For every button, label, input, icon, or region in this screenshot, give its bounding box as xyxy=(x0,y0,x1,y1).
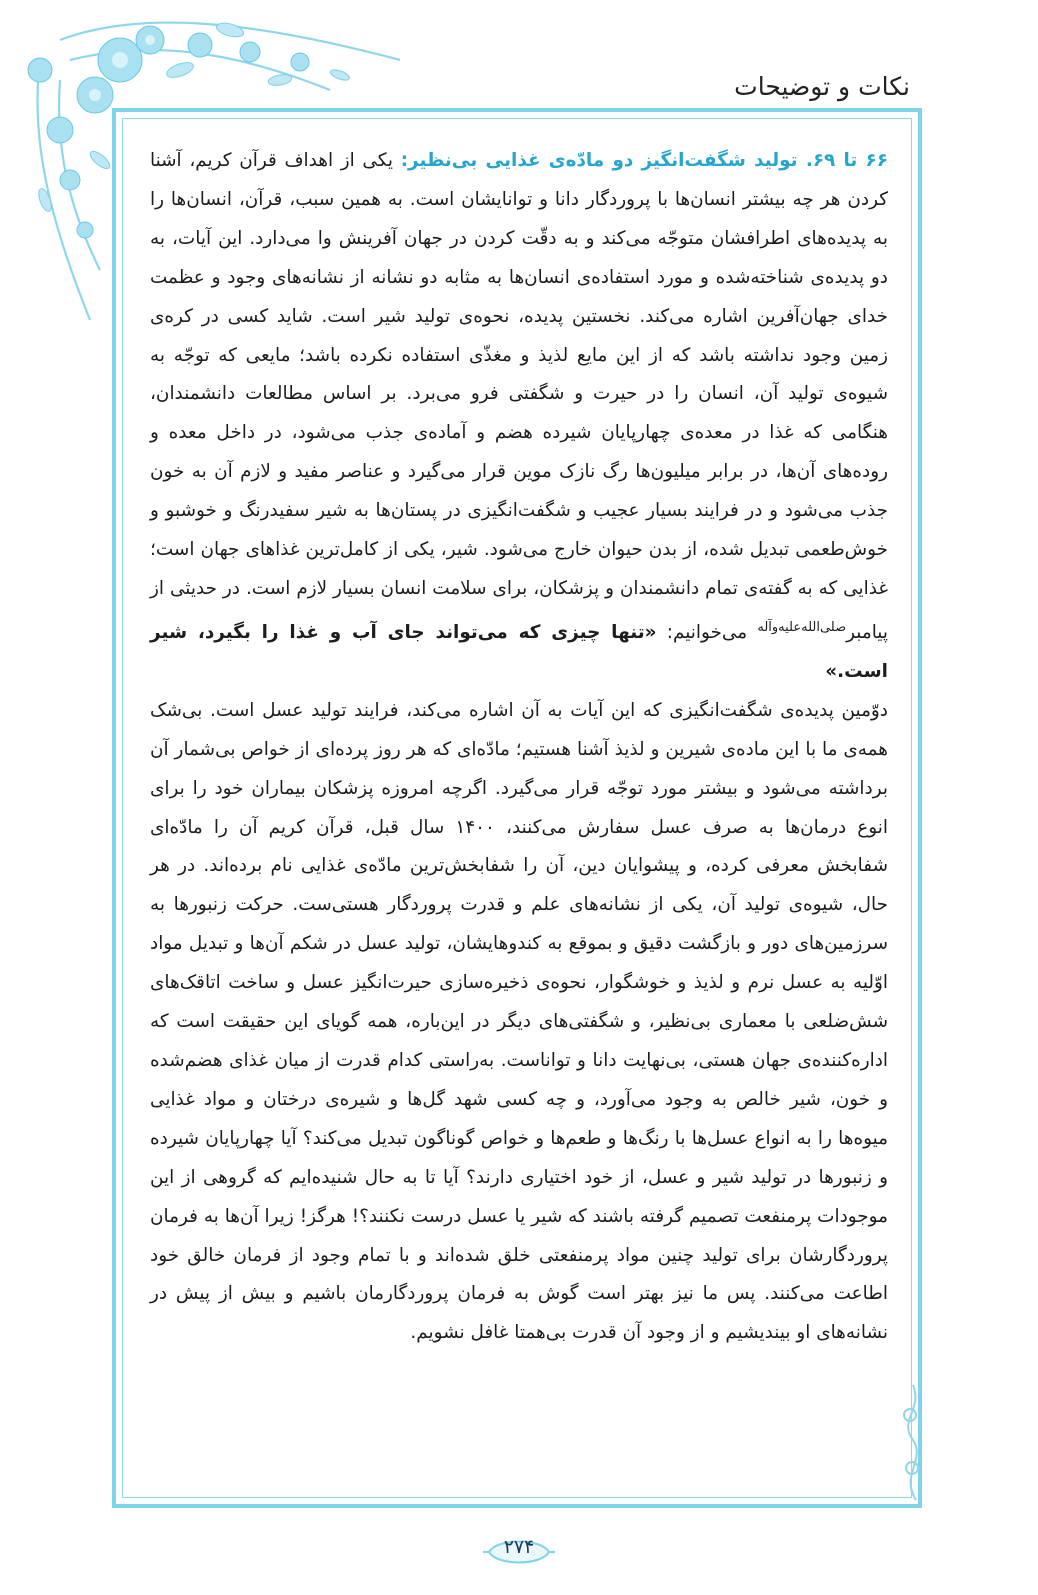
section-title: نکات و توضیحات xyxy=(734,72,910,101)
section-heading: ۶۶ تا ۶۹. تولید شگفت‌انگیز دو مادّه‌ی غذایی بی‌نظیر: xyxy=(400,150,888,171)
main-text xyxy=(150,142,888,1353)
paragraph-milk xyxy=(150,142,888,692)
page-number: ۲۷۴ xyxy=(503,1536,535,1558)
page-number-badge xyxy=(483,1532,555,1572)
hadith-quote: «تنها چیزی که می‌تواند جای آب و غذا را بگیرد، شیر است.» xyxy=(150,622,888,682)
ornament-bottom-right xyxy=(888,1380,928,1510)
paragraph-honey: دوّمین پدیده‌ی شگفت‌انگیزی که این آیات به آن اشاره می‌کند، فرایند تولید عسل است. بی‌شک همه‌ی ما با این ماده‌ی شیرین و لذیذ آشنا هستیم؛ مادّه‌ای که هر روز پرده‌ای از خواص بی‌شمار آن برداشته می‌شود و بیشتر مورد توجّه قرار می‌گیرد. اگرچه امروزه پزشکان بیماران خود را برای انوع درمان‌ها به صرف عسل سفارش می‌کنند، ۱۴۰۰ سال قبل، قرآن کریم آن را مادّه‌ای شفابخش معرفی کرده، و پیشوایان دین، آن را شفابخش‌ترین مادّه‌ی غذایی نام برده‌اند. در هر حال، شیوه‌ی تولید آن، یکی از نشانه‌های علم و قدرت پروردگار هستی‌ست. حرکت زنبورها به سرزمین‌های دور و بازگشت دقیق و بموقع به کندوهایشان، تولید عسل در شکم آن‌ها و تبدیل مواد اوّلیه به عسل نرم و لذیذ و خوشگوار، نحوه‌ی ذخیره‌سازی حیرت‌انگیز عسل و ساخت اتاقک‌های شش‌ضلعی با معماری بی‌نظیر، و شگفتی‌های دیگر در این‌باره، همه گویای این حقیقت است که اداره‌کننده‌ی جهان هستی، بی‌نهایت دانا و تواناست. به‌راستی کدام قدرت از میان غذای هضم‌شده و خون، شیر خالص به وجود می‌آورد، و چه کسی شهد گل‌ها و شیره‌ی درختان و مواد غذایی میوه‌ها را به انواع عسل‌ها با رنگ‌ها و طعم‌ها و خواص گوناگون تبدیل می‌کند؟ آیا چهارپایان شیرده و زنبورها در تولید شیر و عسل، از خود اختیاری دارند؟ آیا تا به حال شنیده‌ایم که گروهی از این موجودات پرمنفعت تصمیم گرفته باشند که شیر یا عسل درست نکنند؟! هرگز! زیرا آن‌ها به فرمان پروردگارشان برای تولید چنین مواد پرمنفعتی خلق شده‌اند و با تمام وجود از فرمان خالق خود اطاعت می‌کنند. پس ما نیز بهتر است گوش به فرمان پروردگارمان باشیم و بیش از پیش در نشانه‌های او بیندیشیم و از وجود آن قدرت بی‌همتا غافل نشویم. xyxy=(150,699,888,1344)
paragraph-text: یکی از اهداف قرآن کریم، آشنا کردن هر چه بیشتر انسان‌ها با پروردگار دانا و توانایشان است. به همین سبب، قرآن، انسان‌ها را به پدیده‌های اطرافشان متوجّه می‌کند و به دقّت کردن در جهان آفرینش وا می‌دارد. این آیات، به دو پدیده‌ی شناخته‌شده و مورد استفاده‌ی انسان‌ها به مثابه دو نشانه از نشانه‌های وجود و عظمت خدای جهان‌آفرین اشاره می‌کند. نخستین پدیده، نحوه‌ی تولید شیر است. شاید کسی در کره‌ی زمین وجود نداشته باشد که از این مایع لذیذ و مغذّی استفاده نکرده باشد؛ مایعی که توجّه به شیوه‌ی تولید آن، انسان را در حیرت و شگفتی فرو می‌برد. بر اساس مطالعات دانشمندان، هنگامی که غذا در معده‌ی چهارپایان شیرده هضم و آماده‌ی جذب می‌شود، در داخل معده و روده‌های آن‌ها، در برابر میلیون‌ها رگ نازک موین قرار می‌گیرد و عناصر مفید و لازم آن به خون جذب می‌شود و در فرایند بسیار عجیب و شگفت‌انگیزی در پستان‌ها به شیر سفیدرنگ و خوشبو و خوش‌طعمی تبدیل شده، از بدن حیوان خارج می‌شود. شیر، یکی از کامل‌ترین غذاهای جهان است؛ غذایی که به گفته‌ی تمام دانشمندان و پزشکان، برای سلامت انسان بسیار لازم است. در حدیثی از پیامبر xyxy=(150,150,888,643)
paragraph-text: می‌خوانیم: xyxy=(656,622,758,643)
salawat-mark: صلی‌الله‌علیه‌وآله xyxy=(757,619,847,635)
